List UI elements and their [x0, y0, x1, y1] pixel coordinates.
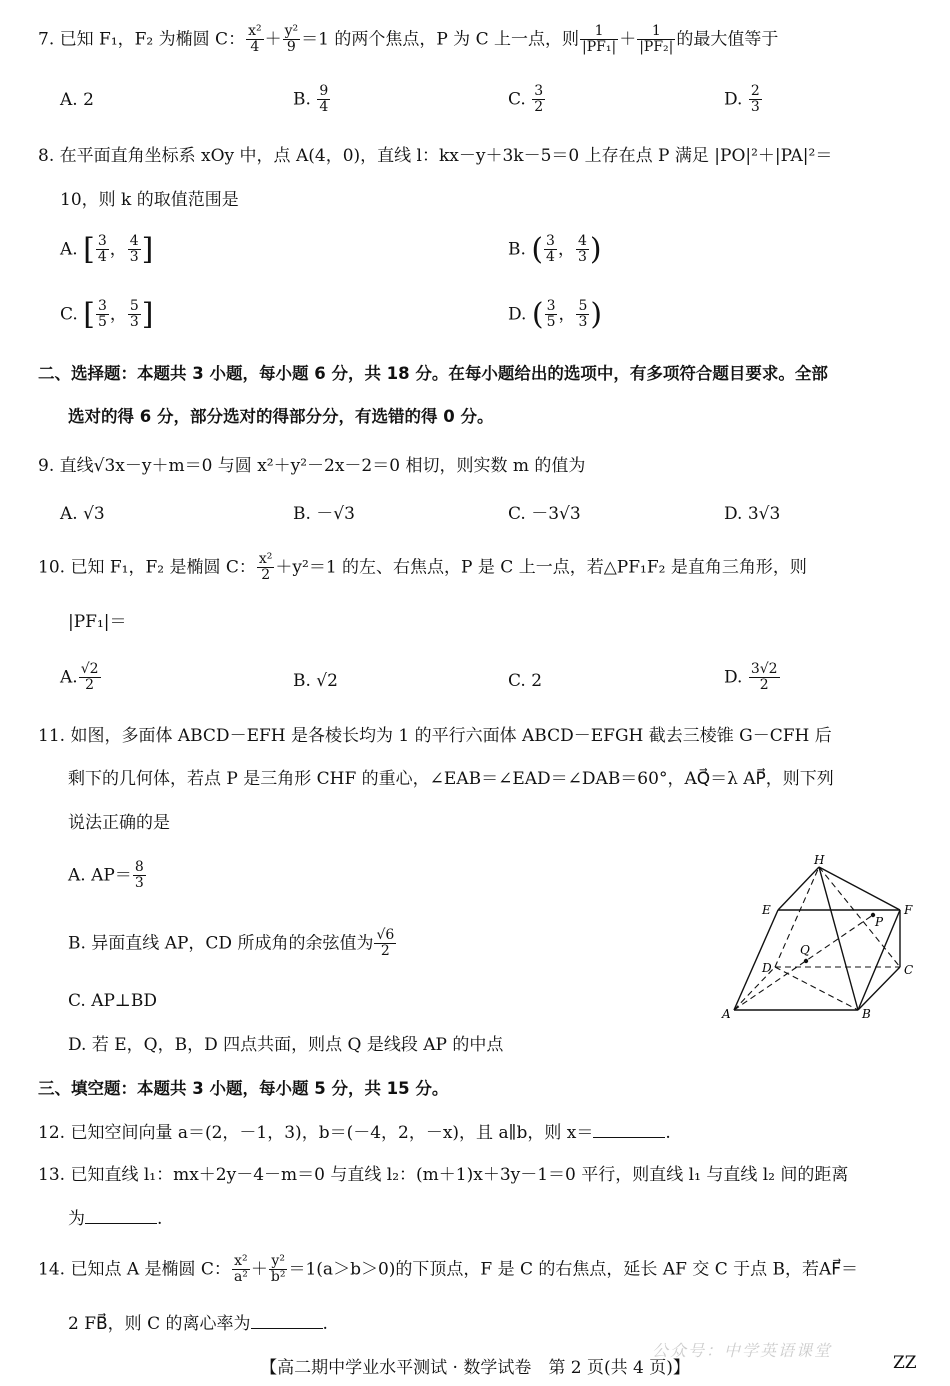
- edge-bc: [858, 967, 900, 1010]
- q7-option-c: C. $\frac{3}{2}$: [508, 83, 544, 116]
- label-b: B: [862, 1007, 871, 1021]
- label-d: D: [762, 961, 772, 975]
- edge-hb: [819, 867, 858, 1010]
- polyhedron-figure: [718, 852, 916, 1022]
- q11-option-d: D. 若 E，Q，B，D 四点共面，则点 Q 是线段 AP 的中点: [68, 1035, 504, 1055]
- q8-option-c: C. [ $\frac{3}{5}$ ， $\frac{5}{3}$ ]: [60, 296, 154, 332]
- edge-hf: [819, 867, 900, 910]
- q11-stem-line3: 说法正确的是: [68, 813, 170, 833]
- answer-blank: [85, 1222, 157, 1224]
- q9-stem: 9. 直线√3x－y＋m＝0 与圆 x²＋y²－2x－2＝0 相切，则实数 m 的值为: [38, 456, 586, 476]
- label-a: A: [722, 1007, 731, 1021]
- page-footer: 【高二期中学业水平测试 · 数学试卷 第 2 页(共 4 页)】: [260, 1358, 690, 1378]
- q10-option-d: D. $\frac{3√2}{2}$: [724, 661, 778, 694]
- label-e: E: [762, 903, 771, 917]
- edge-hc: [819, 867, 900, 967]
- section2-heading: 二、选择题：本题共 3 小题，每小题 6 分，共 18 分。在每小题给出的选项中，有多项符合题目要求。全部: [38, 364, 828, 383]
- section3-heading: 三、填空题：本题共 3 小题，每小题 5 分，共 15 分。: [38, 1079, 449, 1098]
- section2-heading-line2: 选对的得 6 分，部分选对的得部分分，有选错的得 0 分。: [68, 407, 494, 426]
- q8-option-d: D. ( $\frac{3}{5}$ ， $\frac{5}{3}$ ): [508, 296, 603, 332]
- q10-option-c: C. 2: [508, 671, 543, 691]
- q10-option-b: B. √2: [293, 671, 338, 691]
- q8-option-a: A. [ $\frac{3}{4}$ ， $\frac{4}{3}$ ]: [60, 231, 154, 267]
- q11-stem-line1: 11. 如图，多面体 ABCD－EFH 是各棱长均为 1 的平行六面体 ABCD－EFGH 截去三棱锥 G－CFH 后: [38, 726, 832, 746]
- answer-blank: [593, 1136, 665, 1138]
- q13-stem-line2: 为 .: [68, 1209, 163, 1229]
- q7-option-a: A. 2: [60, 90, 94, 110]
- q9-option-b: B. －√3: [293, 504, 355, 524]
- edge-eh: [778, 867, 819, 910]
- q8-stem-line2: 10，则 k 的取值范围是: [60, 190, 239, 210]
- q8-stem-line1: 8. 在平面直角坐标系 xOy 中，点 A(4，0)，直线 l：kx－y＋3k－5＝0 上存在点 P 满足 |PO|²＋|PA|²＝: [38, 146, 833, 166]
- q12-stem: 12. 已知空间向量 a＝(2，－1，3)，b＝(－4，2，－x)，且 a∥b，则 x＝ .: [38, 1123, 671, 1143]
- q14-stem-line2: 2 FB⃗，则 C 的离心率为 .: [68, 1314, 328, 1334]
- q7-stem: 7. 已知 F₁，F₂ 为椭圆 C： $\frac{\text{x²}}{4}$ ＋ $\frac{\text{y²}}{9}$ ＝1 的两个焦点，P 为 C 上一点，则 $\frac{1}{\text{|PF₁|}}$ ＋ $\frac{1}{\text{|PF₂|}}$ 的最大值等于: [38, 23, 779, 56]
- q9-option-a: A. √3: [60, 504, 105, 524]
- q9-option-d: D. 3√3: [724, 504, 781, 524]
- q10-stem-line2: |PF₁|＝: [68, 612, 127, 632]
- label-p: P: [875, 915, 884, 929]
- q11-option-c: C. AP⊥BD: [68, 991, 158, 1011]
- label-h: H: [814, 853, 825, 867]
- q13-stem-line1: 13. 已知直线 l₁：mx＋2y－4－m＝0 与直线 l₂：(m＋1)x＋3y－1＝0 平行，则直线 l₁ 与直线 l₂ 间的距离: [38, 1165, 849, 1185]
- label-f: F: [904, 903, 913, 917]
- q11-option-a: A. AP＝ $\frac{8}{3}$: [68, 859, 144, 892]
- q11-option-b: B. 异面直线 AP，CD 所成角的余弦值为 $\frac{√6}{2}$: [68, 927, 395, 960]
- q10-stem: 10. 已知 F₁，F₂ 是椭圆 C： $\frac{\text{x²}}{2}$ ＋y²＝1 的左、右焦点，P 是 C 上一点，若△PF₁F₂ 是直角三角形，则: [38, 551, 807, 584]
- q10-option-a: A. $\frac{√2}{2}$: [60, 661, 99, 694]
- footer-code: ZZ: [893, 1353, 917, 1373]
- point-q: [804, 959, 808, 963]
- label-q: Q: [800, 943, 810, 957]
- edge-ae: [734, 910, 778, 1010]
- q7-option-b: B. $\frac{9}{4}$: [293, 83, 329, 116]
- edge-dh: [775, 867, 819, 967]
- watermark: 公众号：中学英语课堂: [652, 1341, 833, 1360]
- q11-stem-line2: 剩下的几何体，若点 P 是三角形 CHF 的重心，∠EAB＝∠EAD＝∠DAB＝60°，AQ⃗＝λ AP⃗，则下列: [68, 769, 834, 789]
- q14-stem: 14. 已知点 A 是椭圆 C： $\frac{\text{x²}}{\text{a²}}$ ＋ $\frac{\text{y²}}{\text{b²}}$ ＝1(a＞b＞0)的下顶点，F 是 C 的右焦点，延长 AF 交 C 于点 B，若AF⃗＝: [38, 1253, 859, 1286]
- q8-option-b: B. ( $\frac{3}{4}$ ， $\frac{4}{3}$ ): [508, 231, 602, 267]
- answer-blank: [251, 1327, 323, 1329]
- q9-option-c: C. －3√3: [508, 504, 581, 524]
- label-c: C: [904, 963, 914, 977]
- q7-option-d: D. $\frac{2}{3}$: [724, 83, 760, 116]
